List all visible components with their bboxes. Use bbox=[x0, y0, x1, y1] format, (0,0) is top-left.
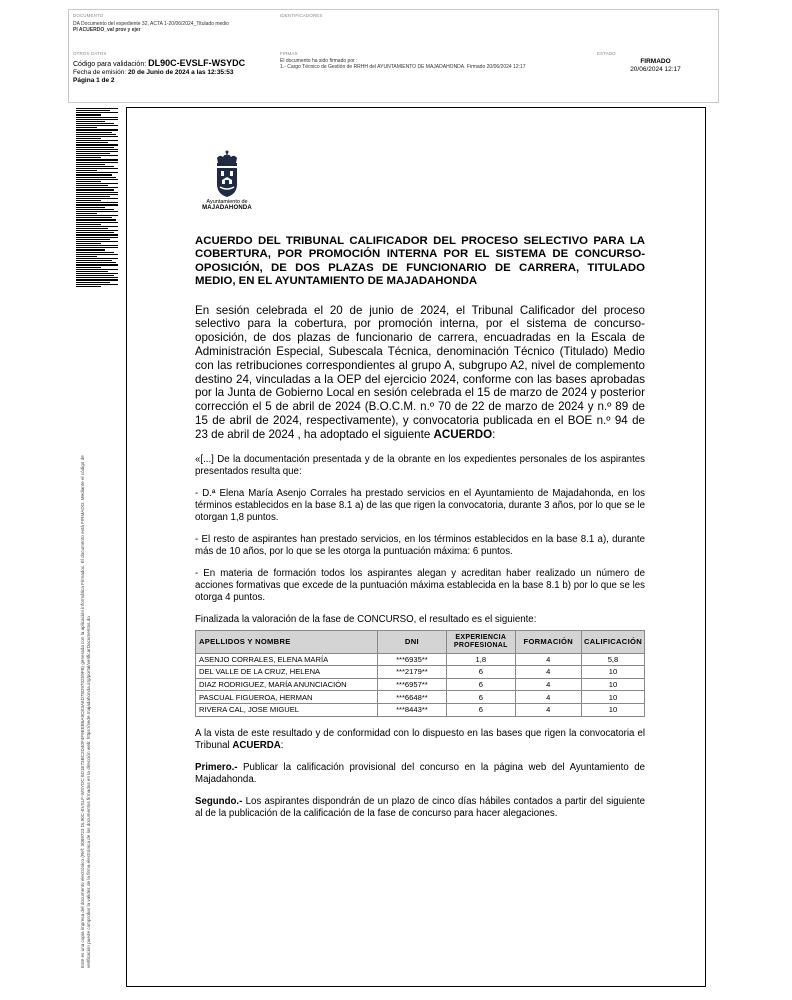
barcode-bar bbox=[76, 260, 112, 261]
segundo-text: Los aspirantes dispondrán de un plazo de cinco días hábiles contados a partir del siguiente al de la publicación de la calificación de la fase de concurso para hacer alegaciones. bbox=[195, 795, 645, 819]
estado-date: 20/06/2024 12:17 bbox=[630, 66, 681, 73]
documento-line1: DA Documento del expediente 32, ACTA 1-20/06/2024_Titulado medio bbox=[73, 21, 229, 27]
barcode-bar bbox=[76, 168, 118, 169]
cell-name: PASCUAL FIGUEROA, HERMAN bbox=[196, 691, 378, 704]
document-header bbox=[68, 9, 719, 103]
barcode-bar bbox=[76, 136, 118, 137]
barcode-bar bbox=[76, 117, 118, 118]
vista-end: : bbox=[280, 739, 284, 751]
barcode-bar bbox=[76, 254, 118, 255]
cell-dni: ***6957** bbox=[377, 678, 446, 691]
firmas-line1: El documento ha sido firmado por : bbox=[280, 58, 358, 64]
table-row bbox=[196, 666, 645, 679]
barcode-bar bbox=[76, 179, 118, 180]
barcode-bar bbox=[76, 271, 108, 272]
side-text-line2: verificación puede comprobar la validez de la firma electrónica de los documentos firmados en la dirección web: https://sede.majadahonda.org/portal/verificarDocumentos.do bbox=[86, 616, 91, 968]
cell-formacion: 4 bbox=[515, 653, 581, 666]
barcode-bar bbox=[76, 198, 118, 199]
identificadores-label: IDENTIFICADORES bbox=[280, 13, 323, 18]
cell-calificacion: 10 bbox=[581, 691, 644, 704]
cell-dni: ***2179** bbox=[377, 666, 446, 679]
documento-label: DOCUMENTO bbox=[73, 13, 104, 18]
barcode-bar bbox=[76, 183, 118, 184]
cell-experiencia: 6 bbox=[447, 666, 516, 679]
barcode-image bbox=[76, 108, 118, 276]
col-formacion: FORMACIÓN bbox=[515, 630, 581, 653]
barcode-bar bbox=[76, 174, 112, 176]
col-apellidos: APELLIDOS Y NOMBRE bbox=[196, 630, 378, 653]
table-row bbox=[196, 653, 645, 666]
vista-acuerda: ACUERDA bbox=[232, 739, 281, 751]
logo-line1: Ayuntamiento de bbox=[206, 199, 248, 205]
barcode-bar bbox=[76, 159, 118, 161]
barcode-bar bbox=[76, 153, 110, 154]
col-dni: DNI bbox=[377, 630, 446, 653]
barcode-bar bbox=[76, 239, 110, 240]
barcode-bar bbox=[76, 129, 118, 131]
vista-text: A la vista de este resultado y de conformidad con lo dispuesto en las bases que rigen la convocatoria el Tribunal bbox=[195, 727, 645, 751]
barcode-bar bbox=[76, 147, 114, 148]
barcode-bar bbox=[76, 269, 118, 270]
cell-calificacion: 10 bbox=[581, 678, 644, 691]
barcode-bar bbox=[76, 172, 118, 173]
codigo-value[interactable]: DL90C-EVSLF-WSYDC bbox=[148, 58, 246, 68]
barcode-bar bbox=[76, 185, 108, 186]
col-experiencia: EXPERIENCIA PROFESIONAL bbox=[447, 630, 516, 653]
barcode-bar bbox=[76, 226, 118, 227]
barcode-bar bbox=[76, 204, 118, 206]
barcode-bar bbox=[76, 211, 118, 212]
barcode-bar bbox=[76, 243, 101, 244]
barcode-bar bbox=[76, 177, 116, 178]
barcode-bar bbox=[76, 207, 105, 208]
barcode-bar bbox=[76, 241, 118, 242]
documento-cell bbox=[69, 10, 276, 46]
document-body bbox=[195, 235, 645, 830]
barcode-bar bbox=[76, 247, 118, 248]
cell-name: ASENJO CORRALES, ELENA MARÍA bbox=[196, 653, 378, 666]
barcode-bar bbox=[76, 228, 108, 229]
fecha-value: 20 de Junio de 2024 a las 12:35:53 bbox=[127, 69, 234, 76]
intro-text: En sesión celebrada el 20 de junio de 2024, el Tribunal Calificador del proceso selectivo para la cobertura, por promoción interna, por el sistema de concurso-oposición, de dos plazas de funcionario de carrera, encuadradas en la Escala de Administración Especial, Subescala Técnica, denominación Técnico (Titulado) Medio con las retribuciones correspondientes al grupo A, subgrupo A2, nivel de complemento destino 24, vinculadas a la OEP del ejercicio 2024, conforme con las bases aprobadas por la Junta de Gobierno Local en sesión celebrada el 15 de marzo de 2024 y posterior corrección el 5 de abril de 2024 (B.O.C.M. n.º 70 de 22 de marzo de 2024 y n.º 89 de 15 de abril de 2024, respectivamente), y convocatoria publicada en el BOE n.º 94 de 23 de abril de 2024 , ha adoptado el siguiente bbox=[195, 303, 645, 441]
table-row bbox=[196, 691, 645, 704]
cell-name: RIVERA CAL, JOSE MIGUEL bbox=[196, 703, 378, 716]
barcode-bar bbox=[76, 123, 114, 124]
barcode-bar bbox=[76, 132, 112, 133]
cell-dni: ***6935** bbox=[377, 653, 446, 666]
firmas-cell bbox=[276, 46, 593, 102]
side-text-line1: Este es una copia impresa del documento electrónico (Ref: 3089723 DL90C-EVSLF-WSYDC 6D1E73BC2D40F4F9EEB6A9CE3A6D75D970259FB) generada con la aplicación informática Firmadoc. El documento está FIRMADO. Mediante el código de bbox=[80, 455, 85, 968]
barcode-bar bbox=[76, 166, 114, 167]
firmas-line2: 1.- Cargo Técnico de Gestión de RRHH del AYUNTAMIENTO DE MAJADAHONDA. Firmado 20/06/2024 12:17 bbox=[280, 64, 526, 70]
barcode-bar bbox=[76, 189, 114, 191]
barcode-bar bbox=[76, 196, 110, 197]
pagina-indicator: Página 1 de 2 bbox=[73, 77, 115, 84]
coat-of-arms-icon bbox=[214, 150, 240, 198]
barcode-bar bbox=[76, 217, 112, 218]
barcode-bar bbox=[76, 142, 108, 143]
final-paragraph: Finalizada la valoración de la fase de CONCURSO, el resultado es el siguiente: bbox=[195, 613, 537, 625]
cell-name: DEL VALLE DE LA CRUZ, HELENA bbox=[196, 666, 378, 679]
estado-label: ESTADO bbox=[597, 51, 616, 56]
barcode-bar bbox=[76, 181, 101, 182]
barcode-bar bbox=[76, 119, 118, 120]
estado-cell bbox=[593, 46, 718, 102]
firmas-label: FIRMAS bbox=[280, 51, 298, 56]
barcode-bar bbox=[76, 108, 118, 109]
barcode-bar bbox=[76, 273, 118, 274]
barcode-bar bbox=[76, 110, 110, 111]
barcode-bar bbox=[76, 151, 118, 152]
col-calificacion: CALIFICACIÓN bbox=[581, 630, 644, 653]
cell-calificacion: 5,8 bbox=[581, 653, 644, 666]
barcode-bar bbox=[76, 282, 110, 283]
barcode-bar bbox=[76, 164, 105, 165]
cell-experiencia: 1,8 bbox=[447, 653, 516, 666]
document-title: ACUERDO DEL TRIBUNAL CALIFICADOR DEL PROCESO SELECTIVO PARA LA COBERTURA, POR PROMOCIÓN INTERNA POR EL SISTEMA DE CONCURSO-OPOSICIÓN, DE DOS PLAZAS DE FUNCIONARIO DE CARRERA, TITULADO MEDIO, EN EL AYUNTAMIENTO DE MAJADAHONDA bbox=[195, 235, 645, 288]
barcode-bar bbox=[76, 140, 118, 141]
barcode-bar bbox=[76, 224, 101, 225]
cell-formacion: 4 bbox=[515, 691, 581, 704]
barcode-bar bbox=[76, 155, 118, 156]
barcode-bar bbox=[76, 114, 101, 116]
barcode-bar bbox=[76, 112, 118, 113]
barcode-bar bbox=[76, 256, 97, 257]
barcode-bar bbox=[76, 232, 114, 233]
codigo-validacion bbox=[73, 59, 272, 69]
ayuntamiento-logo bbox=[196, 150, 258, 220]
vista-paragraph bbox=[195, 728, 645, 752]
barcode-bar bbox=[76, 192, 118, 193]
intro-end: : bbox=[492, 427, 496, 441]
cell-experiencia: 6 bbox=[447, 678, 516, 691]
primero-paragraph bbox=[195, 762, 645, 786]
table-row bbox=[196, 703, 645, 716]
barcode-bar bbox=[76, 264, 118, 266]
barcode-bar bbox=[76, 286, 101, 287]
barcode-bar bbox=[76, 149, 118, 150]
barcode-bar bbox=[76, 157, 101, 158]
cell-dni: ***6648** bbox=[377, 691, 446, 704]
cell-formacion: 4 bbox=[515, 678, 581, 691]
fecha-emision bbox=[73, 69, 272, 77]
barcode-bar bbox=[76, 202, 118, 203]
barcode-bar bbox=[76, 245, 118, 246]
barcode-bar bbox=[76, 279, 118, 281]
quote-paragraph: «[...] De la documentación presentada y de la obrante en los expedientes personales de los aspirantes presentados resulta que: bbox=[195, 453, 645, 477]
barcode-bar bbox=[76, 194, 118, 195]
barcode-bar bbox=[76, 277, 118, 278]
barcode-bar bbox=[76, 134, 116, 135]
resto-paragraph: - El resto de aspirantes han prestado servicios, en los términos establecidos en la base 8.1 a), durante más de 10 años, por lo que se les otorga la puntuación máxima: 6 puntos. bbox=[195, 533, 645, 557]
barcode-bar bbox=[76, 125, 118, 126]
elena-paragraph: - D.ª Elena María Asenjo Corrales ha prestado servicios en el Ayuntamiento de Majadahonda, en los términos establecidos en la base 8.1 a) de las que rigen la convocatoria, durante 3 años, por lo que se le otorgan 1,8 puntos. bbox=[195, 487, 645, 523]
barcode-bar bbox=[76, 252, 114, 253]
table-row bbox=[196, 678, 645, 691]
side-verification-text bbox=[80, 298, 92, 968]
barcode-bar bbox=[76, 144, 118, 146]
barcode-bar bbox=[76, 127, 97, 128]
intro-acuerdo: ACUERDO bbox=[433, 427, 493, 441]
barcode-bar bbox=[76, 249, 105, 251]
barcode-bar bbox=[76, 219, 116, 221]
barcode-bar bbox=[76, 258, 118, 259]
cell-name: DIAZ RODRIGUEZ, MARÍA ANUNCIACIÓN bbox=[196, 678, 378, 691]
barcode-bar bbox=[76, 222, 118, 223]
intro-paragraph bbox=[195, 304, 645, 442]
barcode-bar bbox=[76, 187, 118, 188]
cell-formacion: 4 bbox=[515, 703, 581, 716]
logo-line2: MAJADAHONDA bbox=[202, 205, 252, 211]
barcode-bar bbox=[76, 162, 118, 163]
otros-datos-cell bbox=[69, 46, 276, 102]
cell-calificacion: 10 bbox=[581, 666, 644, 679]
cell-experiencia: 6 bbox=[447, 703, 516, 716]
segundo-label: Segundo.- bbox=[195, 795, 243, 807]
barcode-bar bbox=[76, 200, 101, 201]
barcode-bar bbox=[76, 170, 97, 171]
primero-text: Publicar la calificación provisional del concurso en la página web del Ayuntamiento de Majadahonda. bbox=[195, 761, 645, 785]
documento-line2: PI ACUERDO_val prov y ejer bbox=[73, 27, 141, 33]
barcode-bar bbox=[76, 213, 97, 214]
estado-value: FIRMADO bbox=[640, 58, 671, 65]
barcode-bar bbox=[76, 234, 118, 236]
barcode-bar bbox=[76, 284, 118, 285]
barcode-bar bbox=[76, 230, 118, 231]
otros-datos-label: OTROS DATOS bbox=[73, 51, 107, 56]
identificadores-cell bbox=[276, 10, 718, 46]
cell-experiencia: 6 bbox=[447, 691, 516, 704]
formacion-paragraph: - En materia de formación todos los aspirantes alegan y acreditan haber realizado un número de acciones formativas que excede de la puntuación máxima establecida en la base 8.1 b) por lo que se les otorga 4 puntos. bbox=[195, 567, 645, 603]
barcode-bar bbox=[76, 215, 118, 216]
codigo-label: Código para validación: bbox=[73, 61, 147, 68]
barcode-bar bbox=[76, 262, 116, 263]
cell-dni: ***8443** bbox=[377, 703, 446, 716]
barcode-bar bbox=[76, 209, 114, 210]
barcode-bar bbox=[76, 267, 101, 268]
barcode-bar bbox=[76, 237, 118, 238]
cell-formacion: 4 bbox=[515, 666, 581, 679]
primero-label: Primero.- bbox=[195, 761, 238, 773]
barcode-bar bbox=[76, 138, 101, 139]
fecha-label: Fecha de emisión: bbox=[73, 69, 127, 76]
results-table bbox=[195, 630, 645, 717]
table-header-row bbox=[196, 630, 645, 653]
barcode-bar bbox=[76, 275, 114, 276]
segundo-paragraph bbox=[195, 796, 645, 820]
cell-calificacion: 10 bbox=[581, 703, 644, 716]
barcode-bar bbox=[76, 121, 105, 122]
